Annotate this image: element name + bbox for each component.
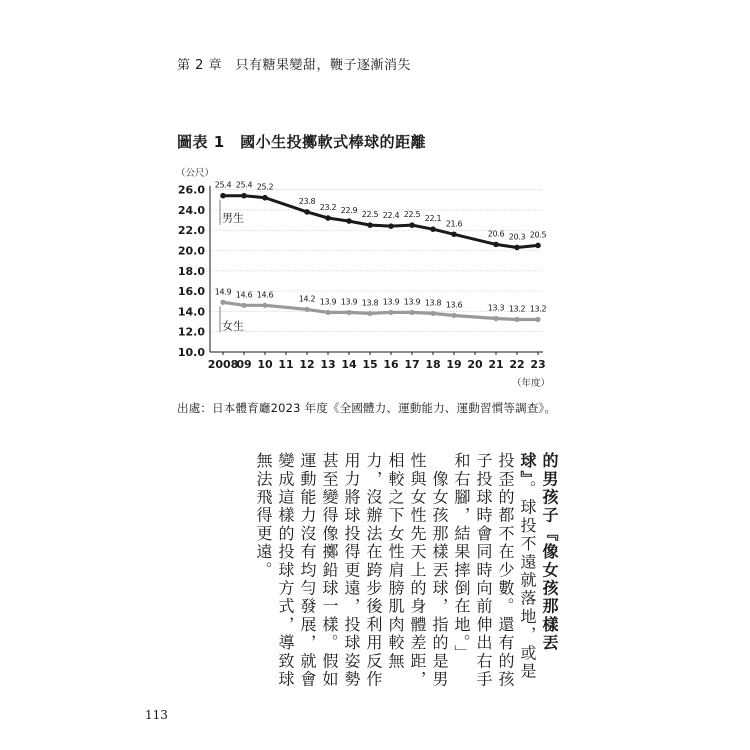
data-point xyxy=(304,307,309,312)
x-tick-label: 20 xyxy=(467,358,483,371)
data-point xyxy=(451,231,457,237)
data-label: 25.2 xyxy=(256,182,274,192)
data-point xyxy=(241,193,247,199)
x-tick-label: 14 xyxy=(341,358,357,371)
y-tick-label: 16.0 xyxy=(177,285,205,299)
data-point xyxy=(493,316,498,321)
y-tick-label: 18.0 xyxy=(177,264,205,278)
data-label: 13.2 xyxy=(529,304,547,314)
data-point xyxy=(388,223,394,229)
data-label: 13.2 xyxy=(508,304,526,314)
y-tick-label: 20.0 xyxy=(177,244,205,258)
data-point xyxy=(220,193,226,199)
y-tick-label: 26.0 xyxy=(177,183,205,197)
data-label: 22.5 xyxy=(361,210,379,220)
data-point xyxy=(367,222,373,228)
y-tick-label: 10.0 xyxy=(177,346,205,359)
data-label: 20.5 xyxy=(529,230,547,240)
data-point xyxy=(493,242,499,248)
paragraph-1 xyxy=(450,452,560,692)
data-point xyxy=(409,310,414,315)
x-tick-label: 22 xyxy=(509,358,525,371)
x-tick-label: 23 xyxy=(530,358,546,371)
data-point xyxy=(325,310,330,315)
x-tick-label: 13 xyxy=(320,358,336,371)
data-label: 22.5 xyxy=(403,210,421,220)
x-tick-label: 11 xyxy=(278,358,294,371)
data-label: 13.9 xyxy=(319,297,337,307)
data-point xyxy=(430,311,435,316)
data-point xyxy=(514,317,519,322)
data-point xyxy=(535,243,541,249)
emphasis-quote: 的男孩子『像女孩那樣丟球』 xyxy=(518,452,559,653)
y-tick-label: 24.0 xyxy=(177,203,205,217)
y-tick-label: 22.0 xyxy=(177,224,205,238)
y-tick-label: 12.0 xyxy=(177,325,205,339)
x-tick-label: 18 xyxy=(425,358,441,371)
x-tick-label: 19 xyxy=(446,358,462,371)
data-point xyxy=(262,195,268,201)
data-label: 21.6 xyxy=(445,219,463,229)
series-name-label: 男生 xyxy=(222,211,244,225)
data-label: 14.6 xyxy=(235,290,253,300)
data-point xyxy=(241,303,246,308)
x-tick-label: 16 xyxy=(383,358,399,371)
y-unit-label: （公尺） xyxy=(176,168,215,179)
data-label: 13.8 xyxy=(424,298,442,308)
data-point xyxy=(262,303,267,308)
data-label: 25.4 xyxy=(214,180,232,190)
body-text xyxy=(225,452,560,692)
data-label: 22.4 xyxy=(382,211,400,221)
x-axis xyxy=(208,352,546,371)
data-label: 13.9 xyxy=(403,297,421,307)
page-number: 113 xyxy=(145,708,168,722)
data-label: 20.6 xyxy=(487,229,505,239)
data-label: 23.2 xyxy=(319,203,337,213)
data-label: 14.6 xyxy=(256,290,274,300)
data-point xyxy=(367,311,372,316)
x-tick-label: 09 xyxy=(236,358,252,371)
data-labels xyxy=(215,181,547,333)
data-point xyxy=(388,310,393,315)
data-label: 13.3 xyxy=(487,303,505,313)
data-point xyxy=(535,317,540,322)
paragraph-2-text: 像女孩那樣丟球，指的是男性與女性先天上的身體差距，相較之下女性肩膀肌肉較無力，沒辦法在跨步後利用反作用力將球投得更遠，投球姿勢甚至變得像擲鉛球一樣。假如運動能力沒有均勻發展，就會變成這樣的投球方式，導致球無法飛得更遠。 xyxy=(254,452,449,689)
x-tick-label: 21 xyxy=(488,358,504,371)
data-label: 13.9 xyxy=(382,297,400,307)
x-tick-label: 17 xyxy=(404,358,420,371)
series-line-boys xyxy=(223,196,538,248)
paragraph-1-rest: 球投不遠就落地，或是投歪的都不在少數。還有的孩子投球時會同時向前伸出右手和右腳，結果摔倒在地。」 xyxy=(452,452,537,689)
data-label: 23.8 xyxy=(298,196,316,206)
x-unit-label: （年度） xyxy=(512,378,551,389)
data-label: 13.9 xyxy=(340,297,358,307)
y-tick-label: 14.0 xyxy=(177,305,205,319)
paragraph-2 xyxy=(252,452,450,692)
data-point xyxy=(409,222,415,228)
data-label: 22.1 xyxy=(424,214,442,224)
data-point xyxy=(346,310,351,315)
x-tick-label: 10 xyxy=(257,358,273,371)
punctuation: 。 xyxy=(518,480,537,499)
data-point xyxy=(220,300,225,305)
y-axis xyxy=(178,184,210,359)
data-point xyxy=(346,218,352,224)
data-point xyxy=(451,313,456,318)
x-tick-label: 15 xyxy=(362,358,378,371)
data-label: 22.9 xyxy=(340,206,358,216)
data-label: 14.9 xyxy=(214,287,232,297)
data-point xyxy=(430,226,436,232)
x-tick-label: 2008 xyxy=(207,358,239,371)
chapter-header: 第 2 章 只有糖果變甜，鞭子逐漸消失 xyxy=(177,58,412,73)
x-tick-label: 12 xyxy=(299,358,315,371)
data-label: 25.4 xyxy=(235,180,253,190)
data-label: 20.3 xyxy=(508,232,526,242)
figure-title: 圖表 1 國小生投擲軟式棒球的距離 xyxy=(177,133,427,151)
data-label: 14.2 xyxy=(298,294,316,304)
data-point xyxy=(304,209,310,215)
figure-source: 出處：日本體育廳2023 年度《全國體力、運動能力、運動習慣等調查》。 xyxy=(177,401,557,415)
data-point xyxy=(514,245,520,251)
data-point xyxy=(325,215,331,221)
data-label: 13.6 xyxy=(445,300,463,310)
series-name-label: 女生 xyxy=(222,319,244,333)
data-label: 13.8 xyxy=(361,298,379,308)
